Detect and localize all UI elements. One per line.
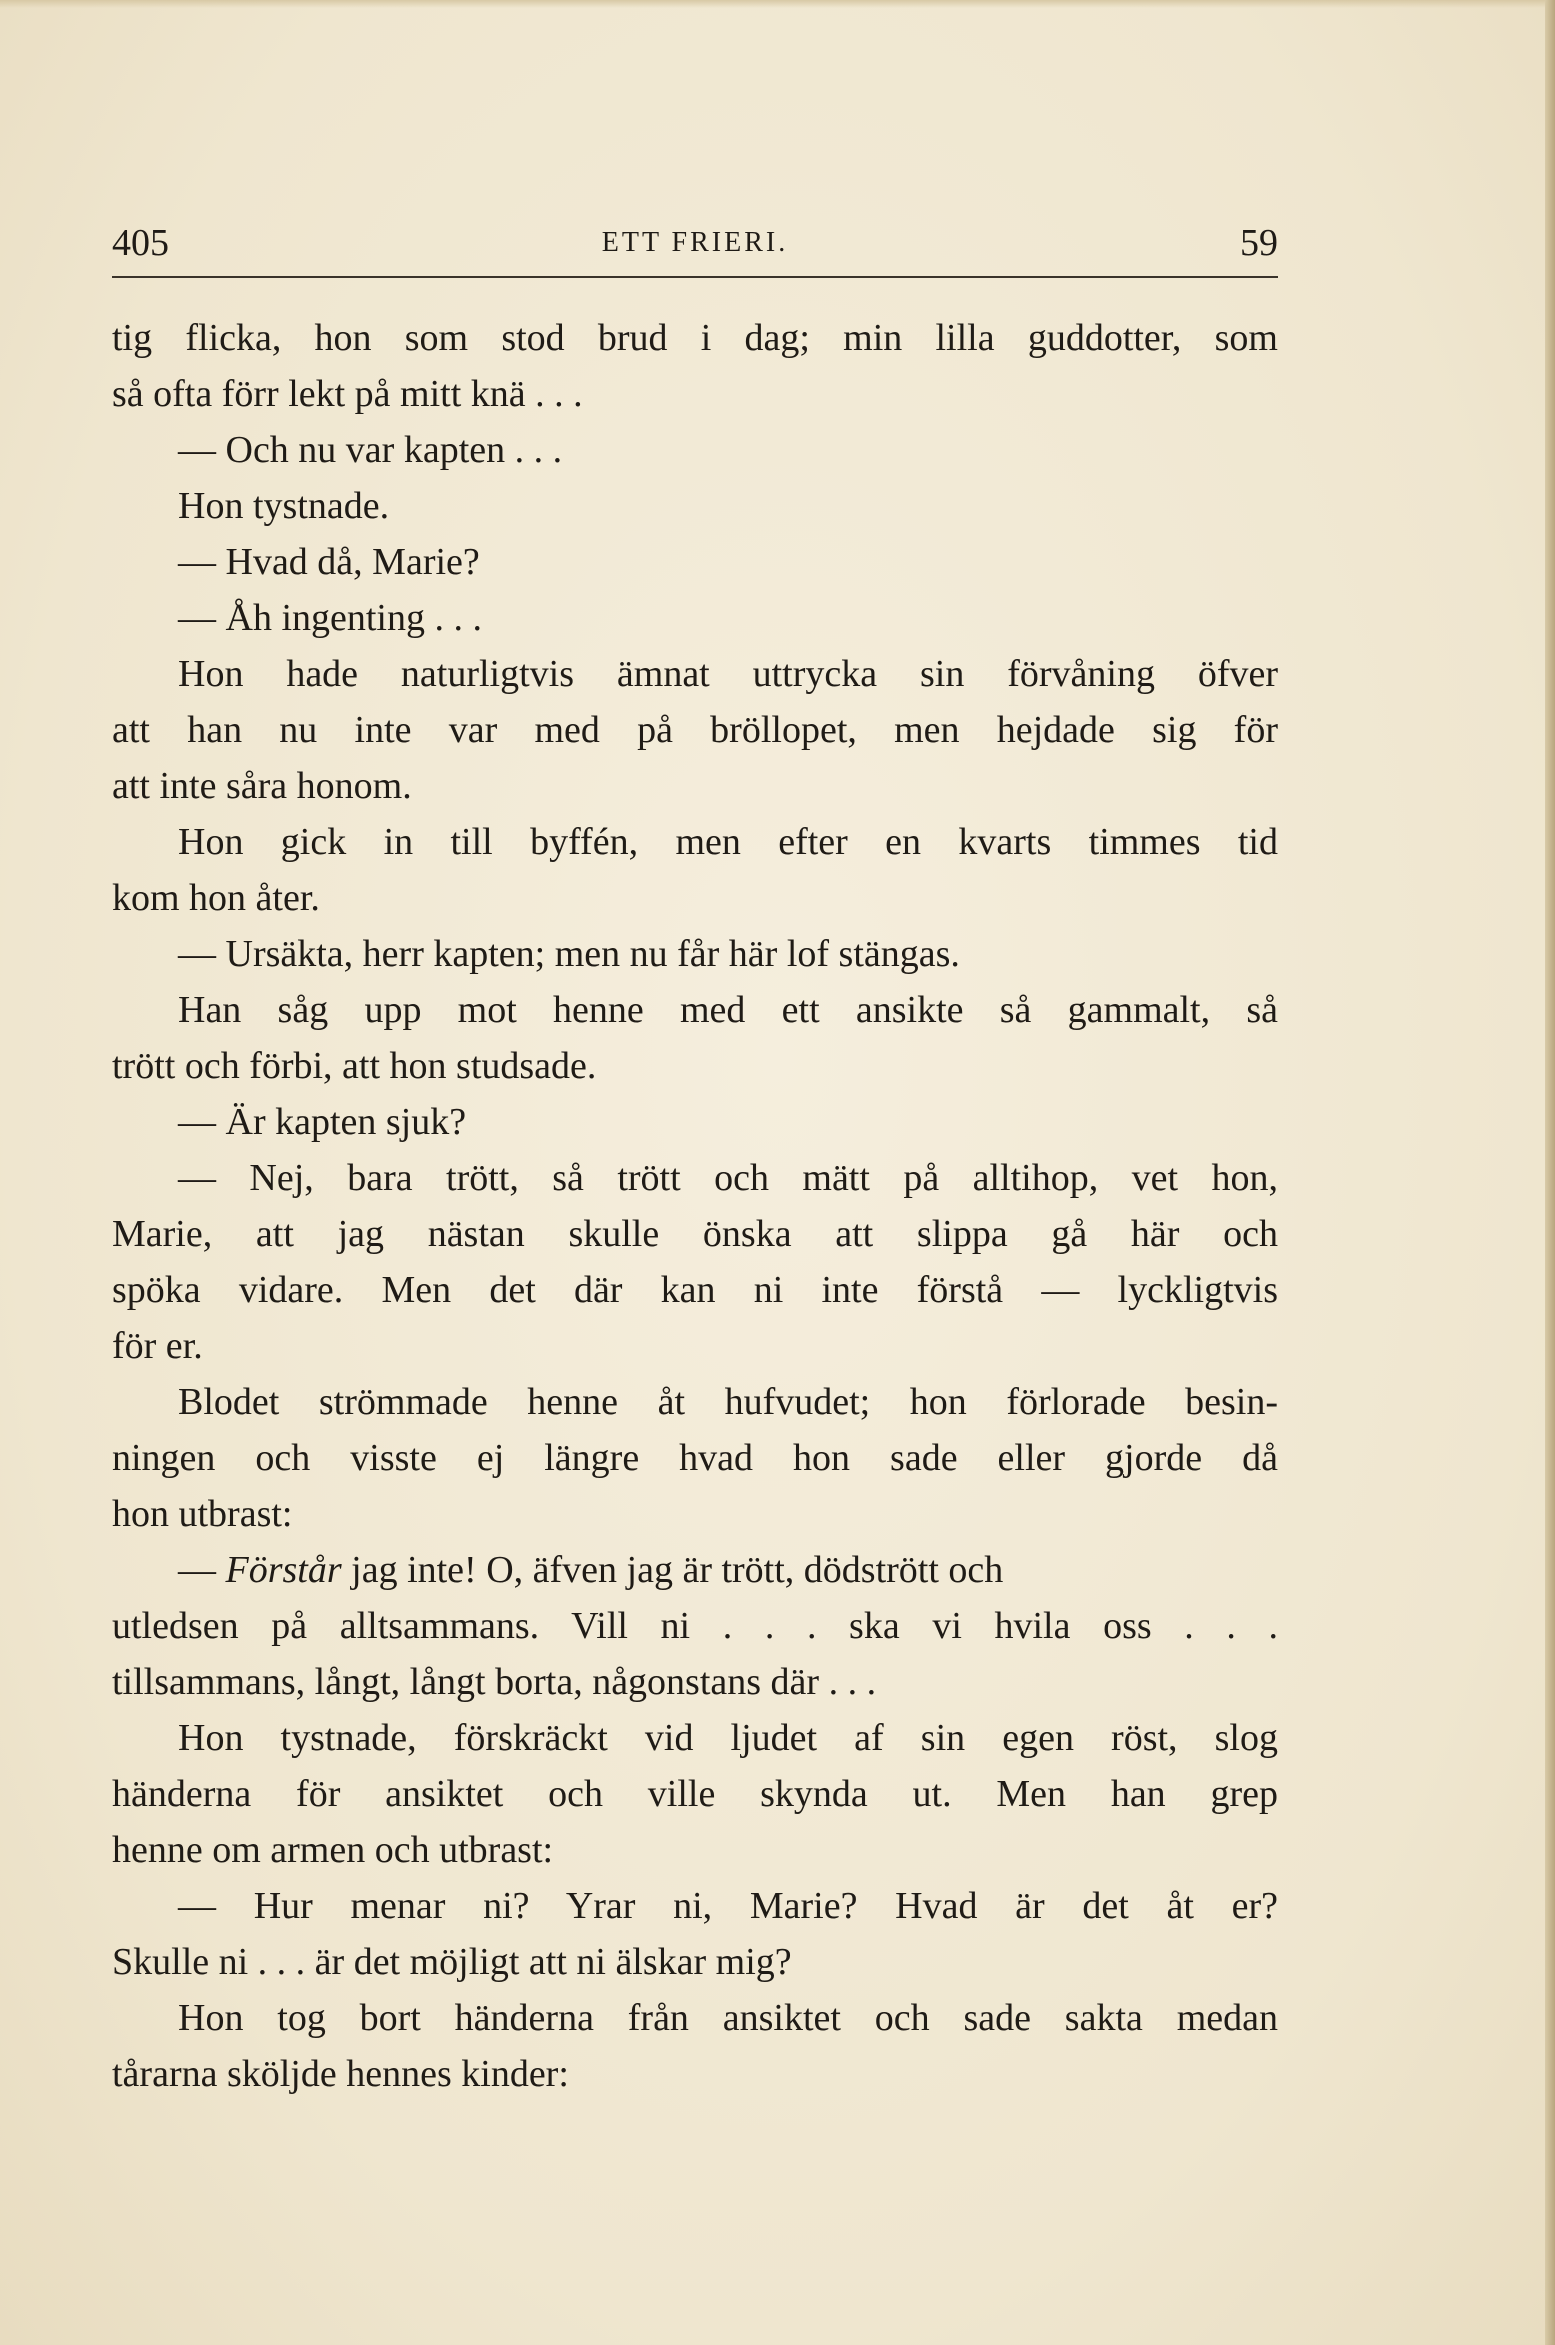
running-title: ETT FRIERI.: [601, 227, 789, 258]
text-line: — Hvad då, Marie?: [178, 541, 480, 583]
italic-word: Förstår: [225, 1549, 342, 1591]
text-line: händerna för ansiktet och ville skynda ut. Men han grep: [112, 1773, 1278, 1815]
text-line: — Och nu var kapten . . .: [178, 429, 563, 471]
text-line: tig flicka, hon som stod brud i dag; min lilla guddotter, som: [112, 317, 1278, 359]
left-page-marker: 405: [112, 222, 169, 264]
text-line: [112, 1542, 1278, 1598]
text-line: — Är kapten sjuk?: [178, 1101, 467, 1143]
page-right-edge: [1545, 0, 1555, 2345]
text-line: — Nej, bara trött, så trött och mätt på alltihop, vet hon,: [178, 1157, 1278, 1199]
text-line: kom hon åter.: [112, 877, 320, 919]
text-line: för er.: [112, 1325, 203, 1367]
text-line: så ofta förr lekt på mitt knä . . .: [112, 373, 583, 415]
text-line: — Åh ingenting . . .: [178, 597, 482, 639]
text-line: tillsammans, långt, långt borta, någonstans där . . .: [112, 1661, 877, 1703]
running-header: [112, 213, 1278, 273]
text-line: Blodet strömmade henne åt hufvudet; hon förlorade besin-: [178, 1381, 1278, 1423]
text-line: spöka vidare. Men det där kan ni inte förstå — lyckligtvis: [112, 1269, 1278, 1311]
text-line: — Hur menar ni? Yrar ni, Marie? Hvad är det åt er?: [178, 1885, 1278, 1927]
page-number: 59: [1240, 222, 1278, 264]
text-line: Hon tog bort händerna från ansiktet och sade sakta medan: [178, 1997, 1278, 2039]
text-line: att inte såra honom.: [112, 765, 412, 807]
text-line: Hon tystnade, förskräckt vid ljudet af sin egen röst, slog: [178, 1717, 1278, 1759]
text-line: hon utbrast:: [112, 1493, 293, 1535]
text-line: ningen och visste ej längre hvad hon sade eller gjorde då: [112, 1437, 1278, 1479]
line-rest: jag inte! O, äfven jag är trött, dödstrött och: [341, 1549, 1004, 1591]
text-line: Han såg upp mot henne med ett ansikte så gammalt, så: [178, 989, 1278, 1031]
text-line: trött och förbi, att hon studsade.: [112, 1045, 597, 1087]
body-text: [112, 310, 1278, 2102]
dash: —: [178, 1549, 226, 1591]
text-line: Skulle ni . . . är det möjligt att ni älskar mig?: [112, 1941, 792, 1983]
text-line: tårarna sköljde hennes kinder:: [112, 2053, 569, 2095]
header-rule: [112, 276, 1278, 278]
text-line: Marie, att jag nästan skulle önska att slippa gå här och: [112, 1213, 1278, 1255]
text-line: henne om armen och utbrast:: [112, 1829, 554, 1871]
text-line: Hon tystnade.: [178, 485, 390, 527]
text-line: utledsen på alltsammans. Vill ni . . . ska vi hvila oss . . .: [112, 1605, 1278, 1647]
text-line: — Ursäkta, herr kapten; men nu får här lof stängas.: [178, 933, 960, 975]
text-line: Hon hade naturligtvis ämnat uttrycka sin förvåning öfver: [178, 653, 1278, 695]
text-line: Hon gick in till byffén, men efter en kvarts timmes tid: [178, 821, 1278, 863]
page-top-edge: [0, 0, 1555, 8]
text-line: att han nu inte var med på bröllopet, men hejdade sig för: [112, 709, 1278, 751]
